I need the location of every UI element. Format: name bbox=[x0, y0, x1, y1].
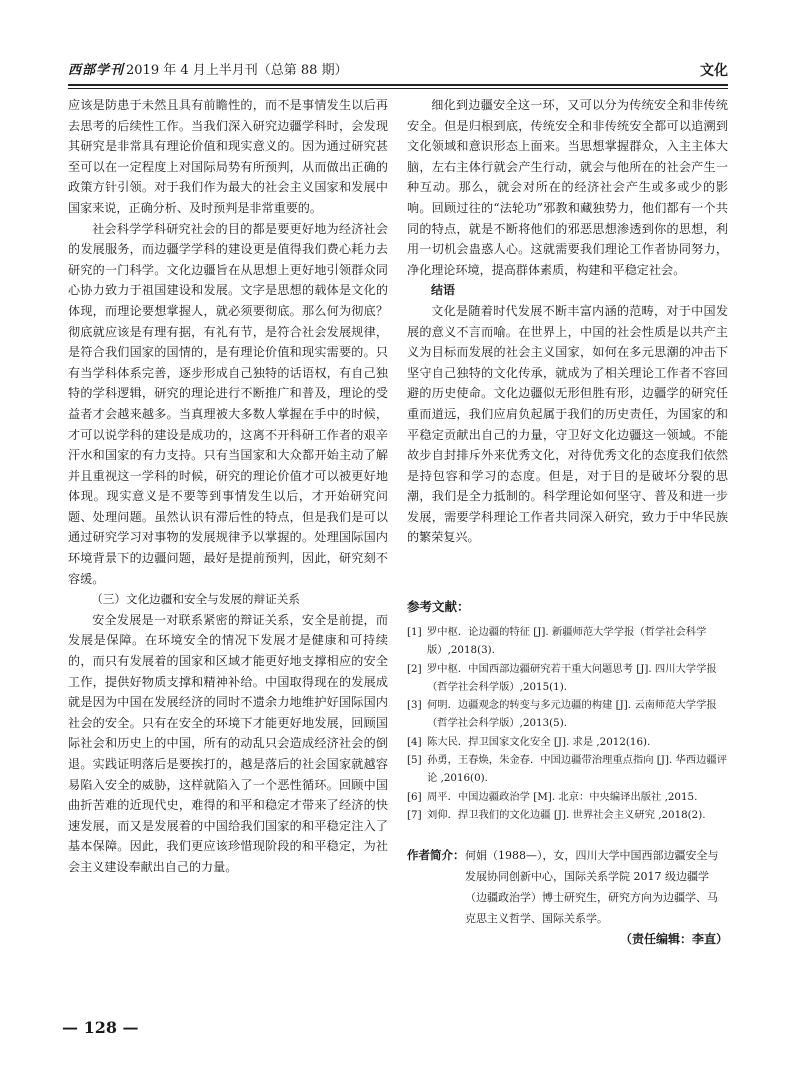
reference-text: 罗中枢．中国西部边疆研究若干重大问题思考 [J]. 四川大学学报（哲学社会科学版）,2015(1). bbox=[427, 662, 717, 693]
reference-text: 周平．中国边疆政治学 [M]. 北京：中央编译出版社 ,2015. bbox=[427, 790, 698, 803]
paragraph: 安全发展是一对联系紧密的辩证关系，安全是前提，而发展是保障。在环境安全的情况下发展才是健康和可持续的，而只有发展着的国家和区域才能更好地支撑相应的安全工作，提供好物质支撑和精神补给。中国取得现在的发展成就是因为中国在发展经济的同时不遗余力地维护好国际国内社会的安全。只有在安全的环境下才能更好地发展，回顾国际社会和历史上的中国，所有的动乱只会造成经济社会的倒退。实践证明落后是要挨打的，越是落后的社会国家就越容易陷入安全的威胁，这样就陷入了一个恶性循环。回顾中国曲折苦难的近现代史，难得的和平和稳定才带来了经济的快速发展，而又是发展着的中国给我们国家的和平稳定注入了基本保障。因此，我们更应该珍惜现阶段的和平稳定，为社会主义建设奉献出自己的力量。 bbox=[68, 612, 388, 874]
reference-number: [7] bbox=[407, 808, 422, 821]
reference-item bbox=[407, 806, 728, 824]
reference-number: [6] bbox=[407, 790, 422, 803]
reference-number: [4] bbox=[407, 735, 422, 748]
author-bio bbox=[407, 845, 728, 929]
reference-item bbox=[407, 623, 728, 660]
conclusion-heading: 结语 bbox=[431, 283, 456, 298]
right-column bbox=[407, 95, 728, 548]
paragraph: 社会科学学科研究社会的目的都是要更好地为经济社会的发展服务，而边疆学学科的建设更是值得我们费心耗力去研究的一门科学。文化边疆旨在从思想上更好地引领群众同心协力致力于祖国建设和发展。文字是思想的载体是文化的体现，而理论要想掌握人，就必须要彻底。那么何为彻底？彻底就应该是有理有据，有礼有节，是符合社会发展规律，是符合我们国家的国情的，是有理论价值和现实需要的。只有当学科体系完善，逐步形成自己独特的话语权，有自己独特的学科逻辑，研究的理论进行不断推广和普及，理论的受益者才会越来越多。当真理被大多数人掌握在手中的时候，才可以说学科的建设是成功的，这离不开科研工作者的艰辛汗水和国家的有力支持。只有当国家和大众都开始主动了解并且重视这一学科的时候，研究的理论价值才可以被更好地体现。现实意义是不要等到事情发生以后，才开始研究问题、处理问题。虽然认识有滞后性的特点，但是我们是可以通过研究学习对事物的发展规律予以掌握的。处理国际国内环境背景下的边疆问题，最好是提前预判，因此，研究刻不容缓。 bbox=[68, 221, 388, 586]
author-bio-label: 作者简介： bbox=[407, 848, 465, 862]
left-column bbox=[68, 95, 388, 878]
paragraph: 文化是随着时代发展不断丰富内涵的范畴，对于中国发展的意义不言而喻。在世界上，中国的社会性质是以共产主义为目标而发展的社会主义国家，如何在多元思潮的冲击下坚守自己独特的文化传承，就成为了相关理论工作者不容回避的历史使命。文化边疆似无形但胜有形，边疆学的研究任重而道远，我们应肩负起属于我们的历史责任，为国家的和平稳定贡献出自己的力量，守卫好文化边疆这一领域。不能故步自封排斥外来优秀文化，对待优秀文化的态度我们依然是持包容和学习的态度。但是，对于目的是破坏分裂的思潮，我们是全力抵制的。科学理论如何坚守、普及和进一步发展，需要学科理论工作者共同深入研究，致力于中华民族的繁荣复兴。 bbox=[407, 303, 728, 545]
reference-item bbox=[407, 696, 728, 733]
reference-text: 陈大民．捍卫国家文化安全 [J]. 求是 ,2012(16). bbox=[427, 735, 651, 748]
journal-logo: 西部学刊 bbox=[68, 63, 125, 78]
reference-text: 罗中枢．论边疆的特征 [J]. 新疆师范大学学报（哲学社会科学版）,2018(3). bbox=[427, 626, 707, 657]
reference-number: [2] bbox=[407, 662, 422, 675]
reference-number: [5] bbox=[407, 754, 422, 767]
reference-number: [1] bbox=[407, 626, 422, 638]
reference-item bbox=[407, 751, 728, 788]
reference-number: [3] bbox=[407, 699, 422, 712]
header-rule bbox=[68, 84, 728, 86]
references bbox=[407, 597, 728, 824]
section-subheading: （三）文化边疆和安全与发展的辩证关系 bbox=[91, 592, 300, 607]
page-number: — 128 — bbox=[62, 1018, 139, 1037]
reference-item bbox=[407, 660, 728, 697]
paragraph: 细化到边疆安全这一环，又可以分为传统安全和非传统安全。但是归根到底，传统安全和非传统安全都可以追溯到文化领域和意识形态上面来。当思想掌握群众，入主主体大脑，左右主体行就会产生行动，就会与他所在的社会产生一种互动。那么，就会对所在的经济社会产生或多或少的影响。回顾过往的“法轮功”邪教和藏独势力，他们都有一个共同的特点，就是不断将他们的邪恶思想渗透到你的思想，利用一切机会蛊惑人心。这就需要我们理论工作者协同努力，净化理论环境，提高群体素质，构建和平稳定社会。 bbox=[407, 98, 728, 277]
header-rule-thin bbox=[68, 88, 728, 89]
author-bio-text: 何娟（1988—），女，四川大学中国西部边疆安全与发展协同创新中心，国际关系学院 2017 级边疆学（边疆政治学）博士研究生，研究方向为边疆学、马克思主义哲学、国际关系学。 bbox=[465, 849, 719, 925]
reference-text: 刘仰．捍卫我们的文化边疆 [J]. 世界社会主义研究 ,2018(2). bbox=[427, 808, 706, 821]
reference-text: 何明．边疆观念的转变与多元边疆的构建 [J]. 云南师范大学学报（哲学社会科学版）,2013(5). bbox=[427, 699, 717, 730]
section-label: 文化 bbox=[700, 63, 728, 79]
running-header bbox=[68, 58, 728, 82]
issue-info: 2019 年 4 月上半月刊（总第 88 期） bbox=[126, 63, 348, 78]
reference-item bbox=[407, 788, 728, 806]
responsible-editor: （责任编辑：李直） bbox=[619, 932, 728, 946]
reference-item bbox=[407, 733, 728, 751]
journal-header bbox=[68, 59, 348, 78]
references-title: 参考文献： bbox=[407, 599, 470, 614]
paragraph: 应该是防患于未然且具有前瞻性的，而不是事情发生以后再去思考的后续性工作。当我们深入研究边疆学科时，会发现其研究是非常具有理论价值和现实意义的。因为通过研究甚至可以在一定程度上对国际局势有所预判，从而做出正确的政策方针引领。对于我们作为最大的社会主义国家和发展中国家来说，正确分析、及时预判是非常重要的。 bbox=[68, 98, 388, 215]
reference-text: 孙勇，王春焕，朱金春．中国边疆带治理重点指向 [J]. 华西边疆评论 ,2016(0). bbox=[427, 754, 727, 785]
